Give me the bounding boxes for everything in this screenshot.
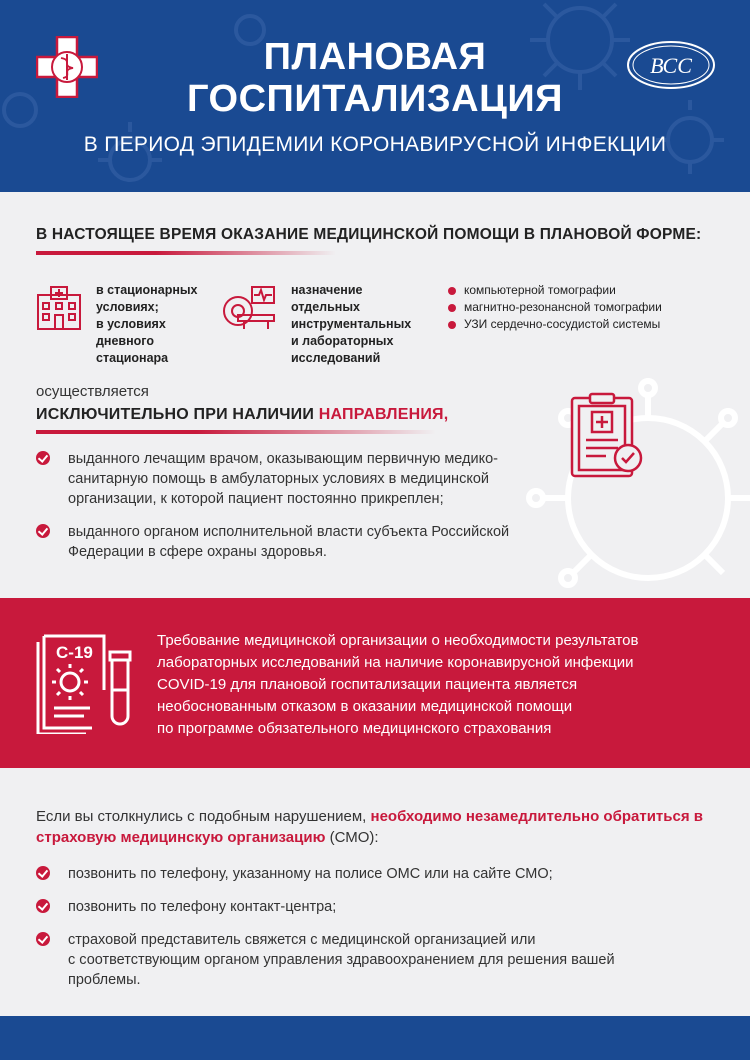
check-circle-icon bbox=[36, 524, 50, 538]
title-line-2: ГОСПИТАЛИЗАЦИЯ bbox=[187, 78, 563, 120]
section2-lead: осуществляется bbox=[36, 383, 149, 400]
vss-logo-text: ВСС bbox=[650, 53, 692, 78]
action-item: позвонить по телефону контакт-центра; bbox=[36, 897, 716, 917]
bullet-item: магнитно-резонансной томографии bbox=[446, 299, 662, 316]
section2-heading bbox=[36, 406, 448, 424]
section2-heading-plain: ИСКЛЮЧИТЕЛЬНО ПРИ НАЛИЧИИ bbox=[36, 406, 319, 423]
header-banner bbox=[0, 0, 750, 192]
diagnostics-bullet-list bbox=[446, 282, 662, 333]
referral-item: выданного органом исполнительной власти субъекта Российской Федерации в сфере охраны здоровья. bbox=[36, 522, 556, 562]
section3-intro-end: (СМО): bbox=[325, 829, 379, 846]
diagnostics-text: назначение отдельных инструментальных и лабораторных исследований bbox=[291, 283, 412, 365]
section3-intro-plain: Если вы столкнулись с подобным нарушением, bbox=[36, 808, 371, 825]
hospital-building-icon bbox=[36, 285, 82, 331]
section2-heading-red: НАПРАВЛЕНИЯ, bbox=[318, 406, 449, 423]
vss-logo bbox=[626, 40, 716, 90]
mri-scanner-icon bbox=[222, 285, 276, 331]
covid-test-icon bbox=[34, 630, 138, 734]
section1-heading: В НАСТОЯЩЕЕ ВРЕМЯ ОКАЗАНИЕ МЕДИЦИНСКОЙ ПОМОЩИ В ПЛАНОВОЙ ФОРМЕ: bbox=[36, 226, 702, 243]
medical-form-check-icon bbox=[570, 392, 644, 480]
section1-underline bbox=[36, 251, 336, 255]
section3-intro-red: необходимо незамедлительно обратиться в страховую медицинскую организацию bbox=[36, 808, 703, 846]
check-circle-icon bbox=[36, 932, 50, 946]
action-list bbox=[36, 864, 716, 990]
action-item: позвонить по телефону, указанному на полисе ОМС или на сайте СМО; bbox=[36, 864, 716, 884]
footer-band bbox=[0, 1016, 750, 1060]
bullet-item: компьютерной томографии bbox=[446, 282, 662, 299]
inpatient-text: в стационарных условиях; в условиях дневного стационара bbox=[96, 283, 198, 365]
check-circle-icon bbox=[36, 899, 50, 913]
section2-underline bbox=[36, 430, 436, 434]
referral-list bbox=[36, 449, 556, 562]
covid-test-label: C-19 bbox=[56, 643, 93, 662]
referral-item: выданного лечащим врачом, оказывающим первичную медико- санитарную помощь в амбулаторных условиях в медицинской организации, к которой пациент постоянно прикреплен; bbox=[36, 449, 556, 509]
check-circle-icon bbox=[36, 451, 50, 465]
bullet-item: УЗИ сердечно-сосудистой системы bbox=[446, 316, 662, 333]
check-circle-icon bbox=[36, 866, 50, 880]
subtitle: В ПЕРИОД ЭПИДЕМИИ КОРОНАВИРУСНОЙ ИНФЕКЦИИ bbox=[83, 133, 667, 156]
section3-intro bbox=[36, 806, 716, 848]
warning-band-text: Требование медицинской организации о необходимости результатов лабораторных исследований на наличие коронавирусной инфекции COVID-19 для плановой госпитализации пациента является необоснованным отказом в оказании медицинской помощи по программе обязательного медицинского страхования bbox=[157, 632, 639, 737]
title-line-1: ПЛАНОВАЯ bbox=[263, 36, 487, 78]
action-item: страховой представитель свяжется с медицинской организацией или с соответствующим органом управления здравоохранением для решения вашей проблемы. bbox=[36, 930, 716, 990]
